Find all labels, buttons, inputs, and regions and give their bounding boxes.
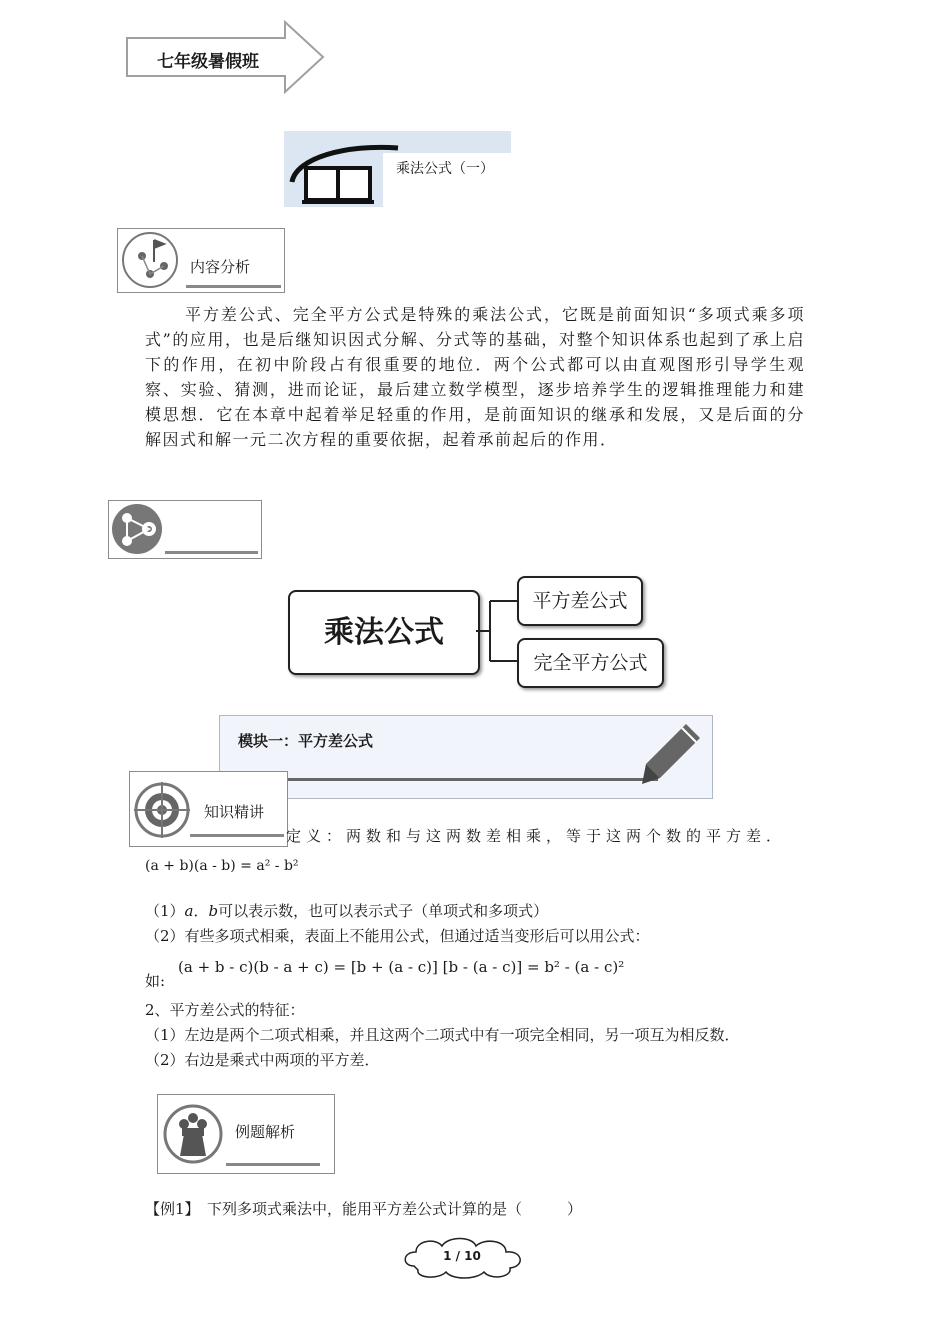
mindmap-branch-label: 平方差公式 xyxy=(532,590,628,612)
lesson-title: 乘法公式（一） xyxy=(396,161,494,177)
section-underline xyxy=(186,285,281,288)
example-prefix: 如: xyxy=(145,972,166,990)
note-1-text: 可以表示数，也可以表示式子（单项式和多项式） xyxy=(218,902,549,920)
target-map-icon xyxy=(120,232,182,288)
module-banner xyxy=(219,715,713,799)
section-underline xyxy=(165,551,258,554)
section-examples-label: 例题解析 xyxy=(235,1123,296,1141)
module-title: 模块一：平方差公式 xyxy=(238,732,374,750)
intro-paragraph: 平方差公式、完全平方公式是特殊的乘法公式，它既是前面知识“多项式乘多项式”的应用，也是后继知识因式分解、分式等的基础，对整个知识体系也起到了承上启下的作用，在初中阶段占有很重要的地位．两个公式都可以由直观图形引导学生观察、实验、猜测，进而论证，最后建立数学模型，逐步培养学生的逻辑推理能力和建模思想．它在本章中起着举足轻重的作用，是前面知识的继承和发展，又是后面的分解因式和解一元二次方程的重要依据，起着承前起后的作用． xyxy=(145,305,805,449)
open-book-icon xyxy=(286,138,406,208)
section-underline xyxy=(226,1163,320,1166)
pencil-icon xyxy=(642,722,702,784)
definition-text: 定义：两数和与这两数差相乘，等于这两个数的平方差． xyxy=(286,827,787,845)
formula-difference-of-squares: (a + b)(a - b) = a² - b² xyxy=(145,858,299,874)
target-icon xyxy=(134,782,190,838)
feature-title: 2、平方差公式的特征： xyxy=(145,1001,305,1019)
chess-pieces-icon xyxy=(162,1104,224,1164)
mindmap-root-label: 乘法公式 xyxy=(324,615,444,650)
page-number: 1 / 10 xyxy=(443,1249,481,1263)
note-1 xyxy=(145,900,548,921)
module-underline xyxy=(286,778,658,781)
feature-2: （2）右边是乘式中两项的平方差． xyxy=(145,1051,380,1069)
mindmap-branch-label: 完全平方公式 xyxy=(533,652,648,674)
section-content-analysis-label: 内容分析 xyxy=(190,258,251,276)
mindmap-connector xyxy=(476,598,520,664)
formula-example: (a + b - c)(b - a + c) = [b + (a - c)] [b - (a - c)] = b² - (a - c)² xyxy=(178,958,625,976)
grade-banner-label: 七年级暑假班 xyxy=(157,52,259,72)
note-1-prefix: （1） xyxy=(145,902,185,920)
network-icon xyxy=(111,503,167,555)
feature-1: （1）左边是两个二项式相乘，并且这两个二项式中有一项完全相同，另一项互为相反数． xyxy=(145,1026,740,1044)
var-a: a xyxy=(184,902,194,920)
section-knowledge-label: 知识精讲 xyxy=(204,803,265,821)
note-2: （2）有些多项式相乘，表面上不能用公式，但通过适当变形后可以用公式： xyxy=(145,927,650,945)
note-1-sep: ． xyxy=(193,902,209,920)
var-b: b xyxy=(208,902,219,920)
example-1-question: 【例1】 下列多项式乘法中，能用平方差公式计算的是（ ） xyxy=(145,1200,583,1218)
section-underline xyxy=(190,834,284,837)
